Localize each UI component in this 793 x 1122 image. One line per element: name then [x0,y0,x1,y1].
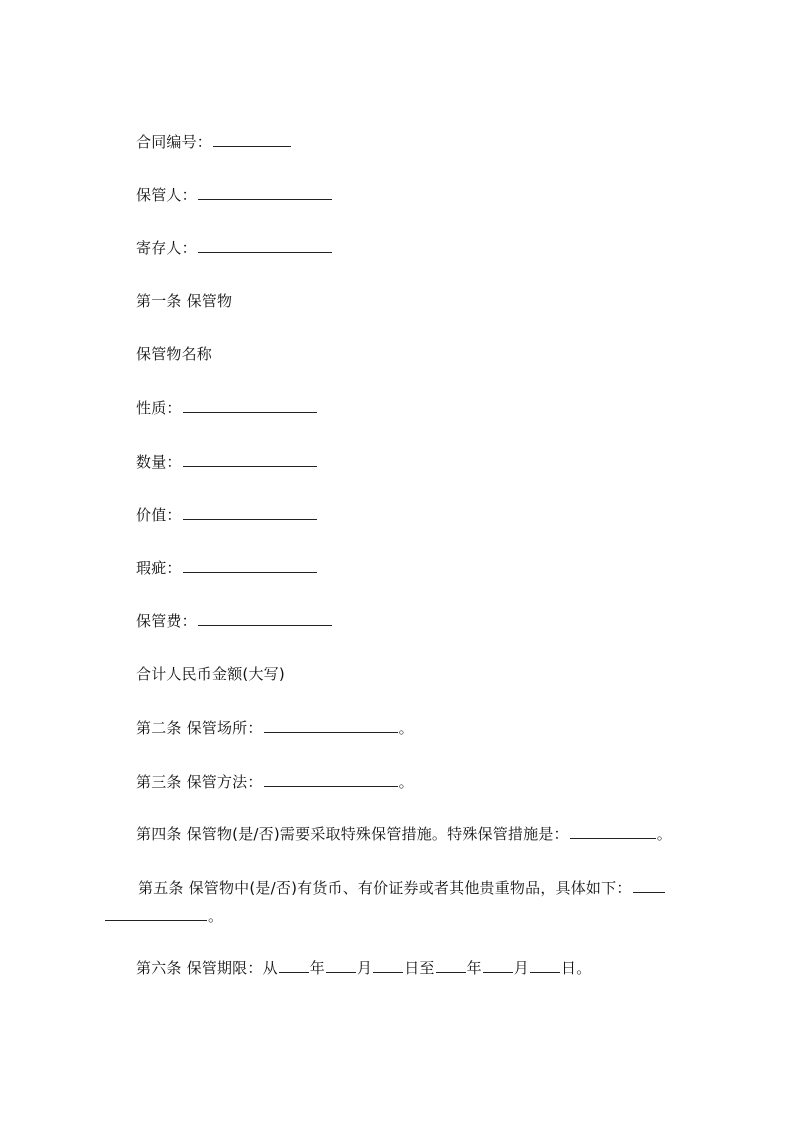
quantity-label: 数量： [136,453,182,471]
valuables-blank-part2[interactable] [105,906,207,921]
article6-line [136,958,591,978]
article6-prefix: 第六条 保管期限：从 [136,959,278,977]
depositor-label: 寄存人： [136,239,197,257]
fee-blank[interactable] [198,611,332,626]
article2-period: 。 [398,719,414,737]
article3-label: 第三条 保管方法： [136,773,263,791]
article4-period: 。 [656,825,672,843]
contract-number-blank[interactable] [213,132,291,147]
article3-period: 。 [398,773,414,791]
special-measures-blank[interactable] [570,824,656,839]
value-line [136,505,318,525]
article2-label: 第二条 保管场所： [136,719,263,737]
defect-line [136,558,318,578]
end-month-label: 月 [513,959,529,977]
nature-line [136,398,318,418]
end-day-blank[interactable] [530,958,560,973]
contract-number-label: 合同编号： [136,133,213,151]
start-month-label: 月 [356,959,373,977]
start-month-blank[interactable] [326,958,356,973]
end-year-blank[interactable] [436,958,466,973]
start-year-label: 年 [309,959,325,977]
quantity-line [136,452,318,472]
start-year-blank[interactable] [279,958,309,973]
article5-line [138,878,666,898]
article5-continuation [104,906,223,926]
article4-text: 第四条 保管物(是/否)需要采取特殊保管措施。特殊保管措施是： [136,825,569,843]
custodian-line [136,185,333,205]
end-month-blank[interactable] [483,958,513,973]
article4-line [136,824,672,844]
start-day-blank[interactable] [373,958,403,973]
storage-place-blank[interactable] [264,718,398,733]
fee-line [136,611,333,631]
valuables-blank-part1[interactable] [633,878,665,893]
depositor-line [136,238,333,258]
value-label: 价值： [136,506,182,524]
article2-line [136,718,414,738]
depositor-blank[interactable] [198,238,332,253]
total-rmb-label: 合计人民币金额(大写) [136,665,285,683]
custodian-blank[interactable] [198,185,332,200]
fee-label: 保管费： [136,612,197,630]
article5-text: 第五条 保管物中(是/否)有货币、有价证券或者其他贵重物品，具体如下： [138,879,632,897]
nature-label: 性质： [136,399,182,417]
start-day-to-label: 日至 [404,959,435,977]
article1-title: 第一条 保管物 [136,292,233,310]
defect-blank[interactable] [183,558,317,573]
storage-method-blank[interactable] [264,772,398,787]
item-name-label: 保管物名称 [136,345,213,363]
quantity-blank[interactable] [183,452,317,467]
contract-number-line [136,132,292,152]
article5-period: 。 [208,907,224,925]
article3-line [136,772,414,792]
value-blank[interactable] [183,505,317,520]
custodian-label: 保管人： [136,186,197,204]
end-year-label: 年 [466,959,482,977]
end-day-label: 日。 [561,959,592,977]
defect-label: 瑕疵： [136,559,182,577]
nature-blank[interactable] [183,398,317,413]
